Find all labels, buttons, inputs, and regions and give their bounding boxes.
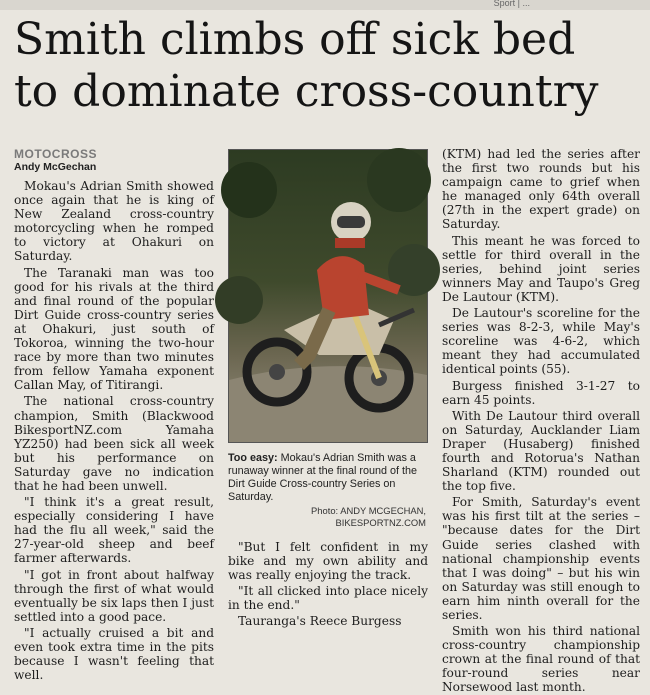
headline: [14, 14, 644, 118]
photo-illustration: [229, 150, 427, 442]
paragraph: "But I felt confident in my bike and my own ability and was really enjoying the track.: [228, 540, 428, 583]
credit-line-2: BIKESPORTNZ.COM: [335, 517, 426, 528]
paragraph: "I got in front about halfway through the first of what would eventually be six laps then I just settled into a good pace.: [14, 567, 214, 624]
paragraph: "I actually cruised a bit and even took extra time in the pits because I wasn't feeling that well.: [14, 625, 214, 683]
paragraph: The national cross-country champion, Smith (Blackwood BikesportNZ.com Yamaha YZ250) had been sick all week but his performance on Saturday gave no indication that he had been unwell.: [14, 394, 214, 493]
headline-line-2: to dominate cross-country: [14, 66, 599, 117]
top-strip: [0, 0, 650, 10]
paragraph: For Smith, Saturday's event was his first tilt at the series – "because dates for the Dirt Guide series clashed with national championship events that I was doing" – but his win on Saturday was still enough to earn him ninth overall for the series.: [442, 495, 640, 622]
paragraph: "It all clicked into place nicely in the end.": [228, 584, 428, 613]
paragraph: (KTM) had led the series after the first two rounds but his campaign came to grief when he managed only 64th overall (27th in the expert grade) on Saturday.: [442, 147, 640, 232]
motocross-rider-photo: [228, 149, 428, 443]
paragraph: The Taranaki man was too good for his rivals at the third and final round of the popular Dirt Guide cross-country series at Ohakuri, just south of Tokoroa, winning the two-hour race by more than two minutes from fellow Yamaha exponent Callan May, of Titirangi.: [14, 265, 214, 393]
headline-line-1: Smith climbs off sick bed: [14, 14, 576, 65]
photo-caption: [228, 452, 428, 504]
paragraph: Tauranga's Reece Burgess: [238, 614, 402, 629]
caption-text: Mokau's Adrian Smith was a runaway winner at the final round of the Dirt Guide Cross-country Series on Saturday.: [228, 452, 418, 503]
top-strip-text: Sport | ...: [493, 0, 530, 8]
paragraph: De Lautour's scoreline for the series was 8-2-3, while May's scoreline was 4-6-2, which meant they had accumulated identical points (55).: [442, 306, 640, 377]
credit-line-1: Photo: ANDY MCGECHAN,: [311, 505, 426, 516]
article-column-2: [228, 540, 428, 640]
byline: Andy McGechan: [14, 161, 97, 173]
paragraph: This meant he was forced to settle for third overall in the series, behind joint series winners May and Taupo's Greg De Lautour (KTM).: [442, 233, 640, 304]
paragraph: Smith won his third national cross-country championship crown at the final round of that four-round series near Norsewood last month.: [442, 624, 640, 695]
article-column-3: [442, 147, 640, 695]
article-column-1: [14, 179, 214, 683]
paragraph: Burgess finished 3-1-27 to earn 45 points.: [442, 378, 640, 407]
paragraph: "I think it's a great result, especially considering I have had the flu all week," said the 27-year-old sheep and beef farmer afterwards.: [14, 495, 214, 566]
photo-credit: [228, 505, 426, 529]
paragraph: With De Lautour third overall on Saturday, Aucklander Liam Draper (Husaberg) finished fourth and Rotorua's Nathan Sharland (KTM) rounded out the top five.: [442, 408, 640, 494]
section-tag: MOTOCROSS: [14, 147, 97, 161]
paragraph: Mokau's Adrian Smith showed once again that he is king of New Zealand cross-country motorcycling when he romped to victory at Ohakuri on Saturday.: [14, 179, 214, 264]
caption-lead: Too easy:: [228, 452, 278, 464]
